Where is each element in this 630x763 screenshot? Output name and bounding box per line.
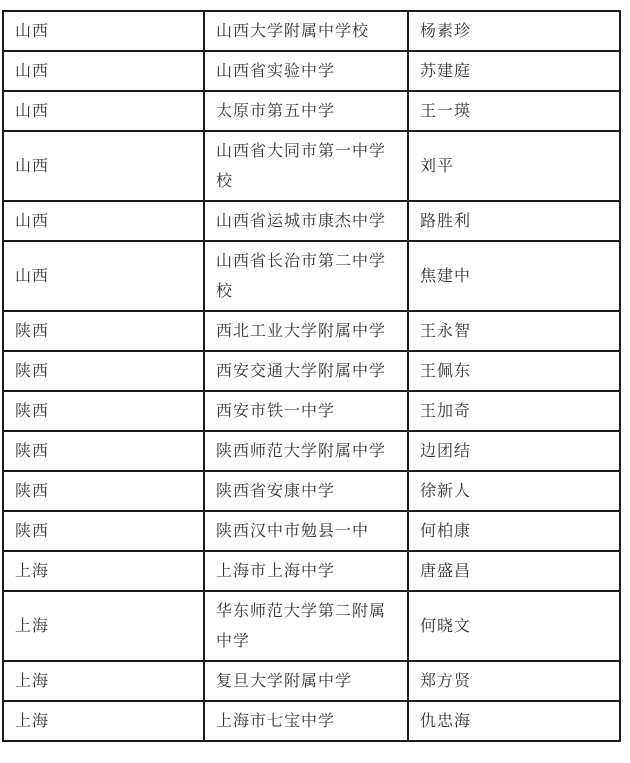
province-cell: 山西 xyxy=(3,201,204,241)
table-row xyxy=(3,241,620,311)
table-row xyxy=(3,471,620,511)
table-row xyxy=(3,11,620,51)
name-cell: 苏建庭 xyxy=(408,51,620,91)
school-cell: 陕西汉中市勉县一中 xyxy=(204,511,408,551)
school-cell: 复旦大学附属中学 xyxy=(204,661,408,701)
name-cell: 王一瑛 xyxy=(408,91,620,131)
name-cell: 何柏康 xyxy=(408,511,620,551)
table-row xyxy=(3,91,620,131)
province-cell: 山西 xyxy=(3,11,204,51)
school-cell: 陕西省安康中学 xyxy=(204,471,408,511)
school-cell: 上海市七宝中学 xyxy=(204,701,408,741)
name-cell: 郑方贤 xyxy=(408,661,620,701)
province-cell: 上海 xyxy=(3,551,204,591)
school-cell: 上海市上海中学 xyxy=(204,551,408,591)
table-row xyxy=(3,551,620,591)
province-cell: 陕西 xyxy=(3,511,204,551)
province-cell: 山西 xyxy=(3,51,204,91)
school-cell: 陕西师范大学附属中学 xyxy=(204,431,408,471)
name-cell: 王加奇 xyxy=(408,391,620,431)
province-cell: 陕西 xyxy=(3,351,204,391)
table-row xyxy=(3,311,620,351)
table-row xyxy=(3,591,620,661)
table-row xyxy=(3,351,620,391)
table-row xyxy=(3,661,620,701)
province-cell: 陕西 xyxy=(3,431,204,471)
table-row xyxy=(3,701,620,741)
school-roster-table xyxy=(2,10,621,742)
school-cell: 山西省实验中学 xyxy=(204,51,408,91)
name-cell: 仇忠海 xyxy=(408,701,620,741)
school-cell: 山西省长治市第二中学校 xyxy=(204,241,408,311)
table-row xyxy=(3,431,620,471)
province-cell: 山西 xyxy=(3,241,204,311)
name-cell: 刘平 xyxy=(408,131,620,201)
school-cell: 西安市铁一中学 xyxy=(204,391,408,431)
province-cell: 上海 xyxy=(3,661,204,701)
province-cell: 山西 xyxy=(3,91,204,131)
name-cell: 唐盛昌 xyxy=(408,551,620,591)
province-cell: 上海 xyxy=(3,701,204,741)
name-cell: 边团结 xyxy=(408,431,620,471)
name-cell: 何晓文 xyxy=(408,591,620,661)
table-row xyxy=(3,391,620,431)
school-cell: 山西大学附属中学校 xyxy=(204,11,408,51)
table-row xyxy=(3,201,620,241)
name-cell: 杨素珍 xyxy=(408,11,620,51)
school-cell: 山西省运城市康杰中学 xyxy=(204,201,408,241)
province-cell: 陕西 xyxy=(3,391,204,431)
school-cell: 太原市第五中学 xyxy=(204,91,408,131)
name-cell: 徐新人 xyxy=(408,471,620,511)
province-cell: 上海 xyxy=(3,591,204,661)
name-cell: 路胜利 xyxy=(408,201,620,241)
province-cell: 陕西 xyxy=(3,471,204,511)
school-cell: 华东师范大学第二附属中学 xyxy=(204,591,408,661)
table-row xyxy=(3,131,620,201)
name-cell: 王永智 xyxy=(408,311,620,351)
table-row xyxy=(3,511,620,551)
table-row xyxy=(3,51,620,91)
name-cell: 焦建中 xyxy=(408,241,620,311)
school-cell: 西安交通大学附属中学 xyxy=(204,351,408,391)
province-cell: 山西 xyxy=(3,131,204,201)
province-cell: 陕西 xyxy=(3,311,204,351)
school-cell: 山西省大同市第一中学校 xyxy=(204,131,408,201)
name-cell: 王佩东 xyxy=(408,351,620,391)
school-cell: 西北工业大学附属中学 xyxy=(204,311,408,351)
